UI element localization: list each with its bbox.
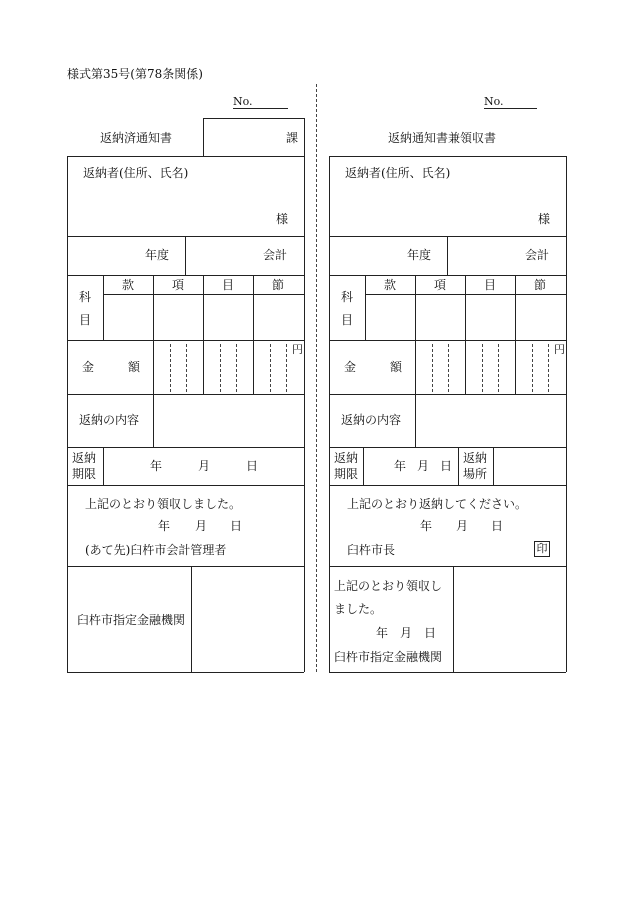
right-received-month: 月: [400, 626, 413, 640]
right-received-2: ました。: [334, 602, 383, 616]
left-year-label: 年度: [145, 248, 170, 262]
left-kan: 款: [122, 278, 135, 292]
right-content-label: 返納の内容: [341, 413, 402, 427]
right-received-day: 日: [424, 626, 437, 640]
left-account-label: 会計: [263, 248, 288, 262]
left-addressee: (あて先)臼杵市会計管理者: [85, 543, 227, 557]
left-title: 返納済通知書: [100, 131, 173, 145]
left-yen: 円: [292, 343, 303, 356]
left-subject-1: 科: [79, 290, 92, 304]
left-no-underline: [233, 108, 288, 109]
left-deadline-2: 期限: [72, 467, 97, 481]
right-subject-1: 科: [341, 290, 354, 304]
cut-line: [316, 84, 317, 672]
right-moku: 目: [484, 278, 497, 292]
left-payer-label: 返納者(住所、氏名): [83, 166, 189, 180]
seal-box: 印: [534, 541, 550, 557]
right-subject-2: 目: [341, 313, 354, 327]
right-kou: 項: [434, 278, 447, 292]
right-request: 上記のとおり返納してください。: [347, 497, 528, 511]
right-honorific: 様: [538, 212, 551, 226]
left-content-label: 返納の内容: [79, 413, 140, 427]
right-deadline-month: 月: [417, 459, 430, 473]
left-bank: 臼杵市指定金融機関: [77, 613, 186, 627]
right-title: 返納通知書兼領収書: [388, 131, 497, 145]
right-account-label: 会計: [525, 248, 550, 262]
right-setsu: 節: [534, 278, 547, 292]
right-received-1: 上記のとおり領収し: [334, 579, 443, 593]
right-amount-1: 金: [344, 360, 357, 374]
right-place-2: 場所: [463, 467, 488, 481]
right-deadline-2: 期限: [334, 467, 359, 481]
left-section-label: 課: [286, 131, 299, 145]
right-deadline-day: 日: [440, 459, 453, 473]
right-received-year: 年: [376, 626, 389, 640]
right-bank: 臼杵市指定金融機関: [334, 650, 443, 664]
right-no-label: No.: [484, 95, 504, 108]
left-received-day: 日: [230, 519, 243, 533]
left-setsu: 節: [272, 278, 285, 292]
right-place-1: 返納: [463, 451, 488, 465]
left-deadline-year: 年: [150, 459, 163, 473]
left-no-label: No.: [233, 95, 253, 108]
right-deadline-year: 年: [394, 459, 407, 473]
right-amount-2: 額: [390, 360, 403, 374]
left-received-year: 年: [158, 519, 171, 533]
right-deadline-1: 返納: [334, 451, 359, 465]
left-received-month: 月: [195, 519, 208, 533]
right-yen: 円: [554, 343, 565, 356]
left-kou: 項: [172, 278, 185, 292]
right-kan: 款: [384, 278, 397, 292]
right-request-month: 月: [456, 519, 469, 533]
right-request-year: 年: [420, 519, 433, 533]
right-mayor: 臼杵市長: [347, 543, 396, 557]
left-deadline-month: 月: [198, 459, 211, 473]
left-received: 上記のとおり領収しました。: [85, 497, 242, 511]
left-amount-2: 額: [128, 360, 141, 374]
form-id: 様式第35号(第78条関係): [67, 67, 203, 81]
left-honorific: 様: [276, 212, 289, 226]
left-subject-2: 目: [79, 313, 92, 327]
right-request-day: 日: [491, 519, 504, 533]
right-payer-label: 返納者(住所、氏名): [345, 166, 451, 180]
left-amount-1: 金: [82, 360, 95, 374]
left-deadline-day: 日: [246, 459, 259, 473]
right-year-label: 年度: [407, 248, 432, 262]
left-moku: 目: [222, 278, 235, 292]
left-deadline-1: 返納: [72, 451, 97, 465]
right-no-underline: [484, 108, 537, 109]
